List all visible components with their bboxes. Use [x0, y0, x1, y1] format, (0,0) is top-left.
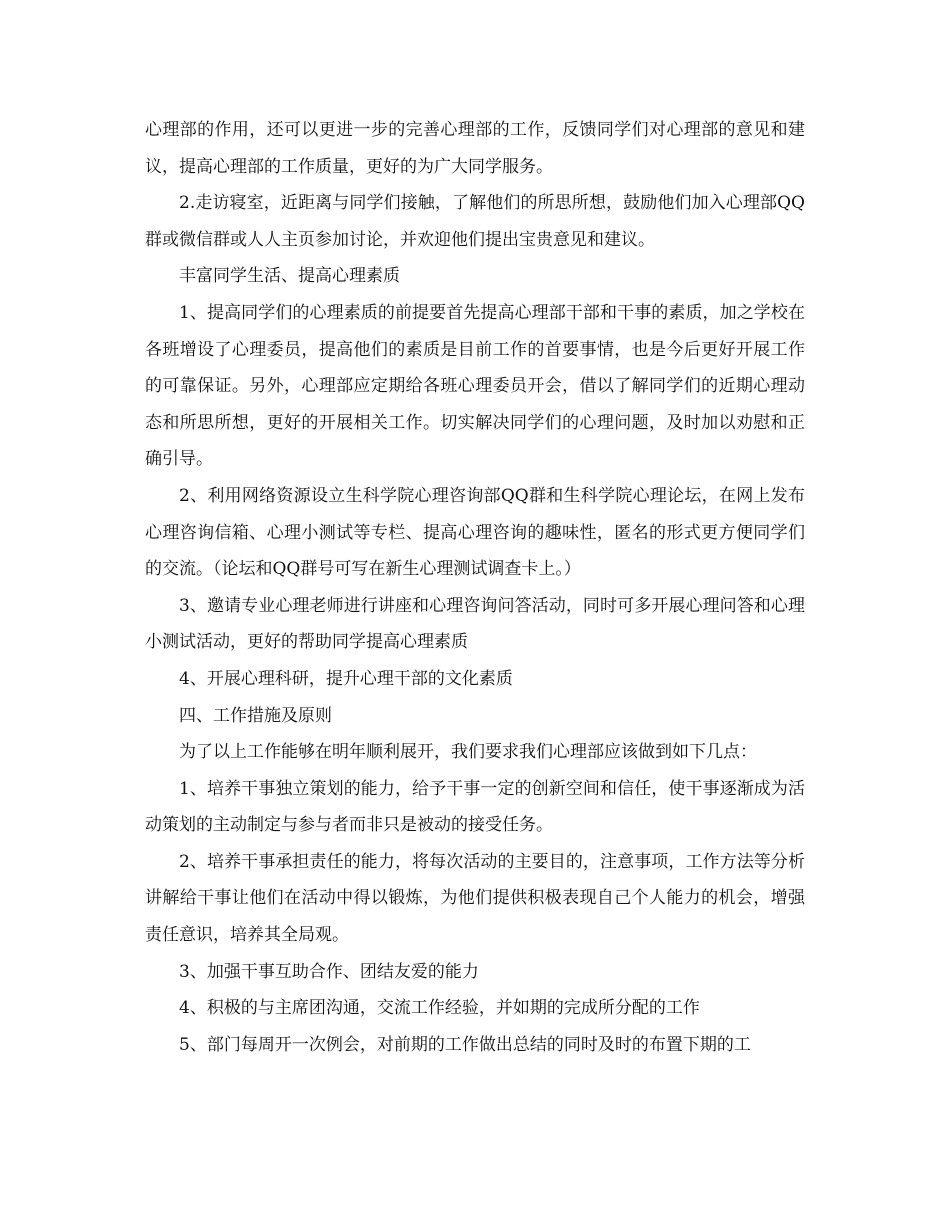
document-body [145, 112, 805, 1063]
paragraph: 1、提高同学们的心理素质的前提要首先提高心理部干部和干事的素质，加之学校在各班增设了心理委员，提高他们的素质是目前工作的首要事情，也是今后更好开展工作的可靠保证。另外，心理部应定期给各班心理委员开会，借以了解同学们的近期心理动态和所思所想，更好的开展相关工作。切实解决同学们的心理问题，及时加以劝慰和正确引导。 [145, 302, 805, 470]
paragraph: 4、积极的与主席团沟通，交流工作经验，并如期的完成所分配的工作 [179, 998, 700, 1019]
paragraph: 3、加强干事互助合作、团结友爱的能力 [179, 961, 479, 982]
paragraph: 心理部的作用，还可以更进一步的完善心理部的工作，反馈同学们对心理部的意见和建议，提高心理部的工作质量，更好的为广大同学服务。 [145, 120, 805, 177]
paragraph: 3、邀请专业心理老师进行讲座和心理咨询问答活动，同时可多开展心理问答和心理小测试活动，更好的帮助同学提高心理素质 [145, 595, 805, 653]
section-heading: 四、工作措施及原则 [179, 705, 332, 726]
paragraph: 2、培养干事承担责任的能力，将每次活动的主要目的，注意事项，工作方法等分析讲解给干事让他们在活动中得以锻炼，为他们提供积极表现自己个人能力的机会，增强责任意识，培养其全局观。 [145, 851, 805, 946]
paragraph: 为了以上工作能够在明年顺利展开，我们要求我们心理部应该做到如下几点： [179, 742, 757, 763]
section-heading: 丰富同学生活、提高心理素质 [179, 266, 400, 287]
paragraph: 2.走访寝室，近距离与同学们接触，了解他们的所思所想，鼓励他们加入心理部QQ群或微信群或人人主页参加讨论，并欢迎他们提出宝贵意见和建议。 [145, 193, 805, 250]
paragraph: 1、培养干事独立策划的能力，给予干事一定的创新空间和信任，使干事逐渐成为活动策划的主动制定与参与者而非只是被动的接受任务。 [145, 778, 805, 836]
paragraph: 2、利用网络资源设立生科学院心理咨询部QQ群和生科学院心理论坛，在网上发布心理咨询信箱、心理小测试等专栏、提高心理咨询的趣味性，匿名的形式更方便同学们的交流。（论坛和QQ群号可写在新生心理测试调查卡上。） [145, 485, 805, 580]
paragraph: 4、开展心理科研，提升心理干部的文化素质 [179, 668, 513, 689]
paragraph: 5、部门每周开一次例会，对前期的工作做出总结的同时及时的布置下期的工 [179, 1034, 751, 1055]
